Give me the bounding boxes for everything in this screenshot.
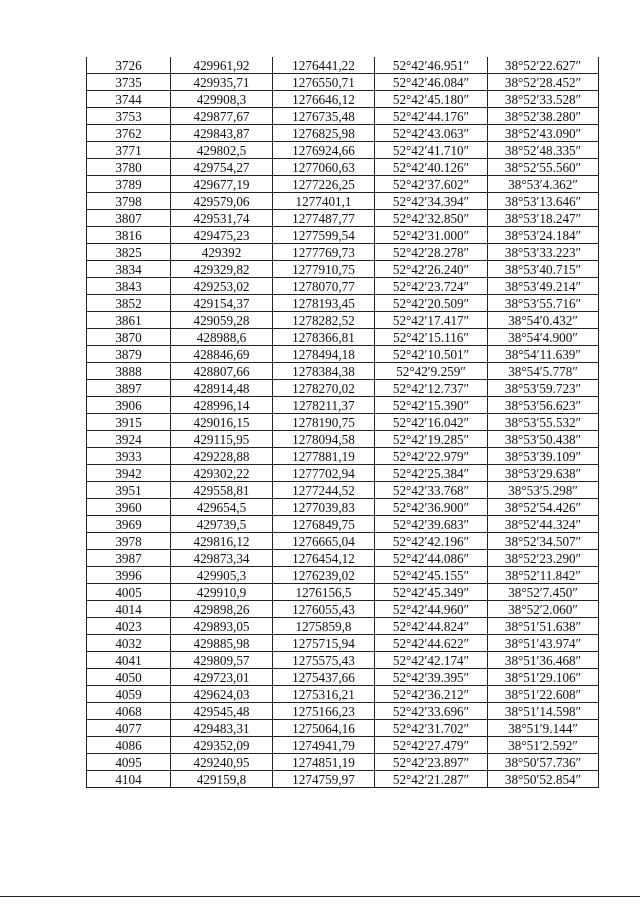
y-coordinate-cell: 1277039,83 — [273, 499, 375, 516]
y-coordinate-cell: 1278366,81 — [273, 329, 375, 346]
x-coordinate-cell: 429228,88 — [171, 448, 273, 465]
y-coordinate-cell: 1276735,48 — [273, 108, 375, 125]
longitude-cell: 38°54′5.778″ — [488, 363, 599, 380]
y-coordinate-cell: 1276849,75 — [273, 516, 375, 533]
longitude-cell: 38°51′51.638″ — [488, 618, 599, 635]
x-coordinate-cell: 428807,66 — [171, 363, 273, 380]
latitude-cell: 52°42′33.696″ — [375, 703, 488, 720]
x-coordinate-cell: 429159,8 — [171, 771, 273, 788]
latitude-cell: 52°42′39.395″ — [375, 669, 488, 686]
x-coordinate-cell: 429483,31 — [171, 720, 273, 737]
point-number-cell: 4050 — [87, 669, 171, 686]
longitude-cell: 38°53′56.623″ — [488, 397, 599, 414]
latitude-cell: 52°42′44.960″ — [375, 601, 488, 618]
x-coordinate-cell: 429624,03 — [171, 686, 273, 703]
longitude-cell: 38°53′5.298″ — [488, 482, 599, 499]
x-coordinate-cell: 429352,09 — [171, 737, 273, 754]
longitude-cell: 38°53′4.362″ — [488, 176, 599, 193]
point-number-cell: 3987 — [87, 550, 171, 567]
latitude-cell: 52°42′31.000″ — [375, 227, 488, 244]
y-coordinate-cell: 1278384,38 — [273, 363, 375, 380]
point-number-cell: 3933 — [87, 448, 171, 465]
table-row — [87, 346, 599, 363]
y-coordinate-cell: 1274941,79 — [273, 737, 375, 754]
longitude-cell: 38°53′33.223″ — [488, 244, 599, 261]
y-coordinate-cell: 1275064,16 — [273, 720, 375, 737]
bottom-rule — [0, 896, 640, 897]
longitude-cell: 38°52′7.450″ — [488, 584, 599, 601]
latitude-cell: 52°42′36.212″ — [375, 686, 488, 703]
latitude-cell: 52°42′36.900″ — [375, 499, 488, 516]
x-coordinate-cell: 428914,48 — [171, 380, 273, 397]
latitude-cell: 52°42′12.737″ — [375, 380, 488, 397]
point-number-cell: 3834 — [87, 261, 171, 278]
y-coordinate-cell: 1276055,43 — [273, 601, 375, 618]
table-row — [87, 703, 599, 720]
y-coordinate-cell: 1276454,12 — [273, 550, 375, 567]
latitude-cell: 52°42′19.285″ — [375, 431, 488, 448]
point-number-cell: 3789 — [87, 176, 171, 193]
table-row — [87, 210, 599, 227]
latitude-cell: 52°42′15.116″ — [375, 329, 488, 346]
y-coordinate-cell: 1278211,37 — [273, 397, 375, 414]
table-row — [87, 686, 599, 703]
x-coordinate-cell: 429302,22 — [171, 465, 273, 482]
longitude-cell: 38°50′57.736″ — [488, 754, 599, 771]
y-coordinate-cell: 1277599,54 — [273, 227, 375, 244]
table-row — [87, 397, 599, 414]
x-coordinate-cell: 429154,37 — [171, 295, 273, 312]
longitude-cell: 38°52′44.324″ — [488, 516, 599, 533]
table-row — [87, 550, 599, 567]
latitude-cell: 52°42′40.126″ — [375, 159, 488, 176]
x-coordinate-cell: 429531,74 — [171, 210, 273, 227]
latitude-cell: 52°42′42.196″ — [375, 533, 488, 550]
longitude-cell: 38°53′55.532″ — [488, 414, 599, 431]
latitude-cell: 52°42′16.042″ — [375, 414, 488, 431]
y-coordinate-cell: 1277060,63 — [273, 159, 375, 176]
table-row — [87, 499, 599, 516]
latitude-cell: 52°42′9.259″ — [375, 363, 488, 380]
point-number-cell: 3924 — [87, 431, 171, 448]
point-number-cell: 3996 — [87, 567, 171, 584]
longitude-cell: 38°51′22.608″ — [488, 686, 599, 703]
latitude-cell: 52°42′23.724″ — [375, 278, 488, 295]
latitude-cell: 52°42′22.979″ — [375, 448, 488, 465]
table-row — [87, 431, 599, 448]
longitude-cell: 38°53′55.716″ — [488, 295, 599, 312]
point-number-cell: 3888 — [87, 363, 171, 380]
table-row — [87, 74, 599, 91]
longitude-cell: 38°50′52.854″ — [488, 771, 599, 788]
point-number-cell: 3753 — [87, 108, 171, 125]
y-coordinate-cell: 1277487,77 — [273, 210, 375, 227]
x-coordinate-cell: 429908,3 — [171, 91, 273, 108]
x-coordinate-cell: 429873,34 — [171, 550, 273, 567]
x-coordinate-cell: 429935,71 — [171, 74, 273, 91]
x-coordinate-cell: 429754,27 — [171, 159, 273, 176]
table-row — [87, 363, 599, 380]
longitude-cell: 38°51′2.592″ — [488, 737, 599, 754]
longitude-cell: 38°53′49.214″ — [488, 278, 599, 295]
point-number-cell: 4041 — [87, 652, 171, 669]
y-coordinate-cell: 1276156,5 — [273, 584, 375, 601]
latitude-cell: 52°42′25.384″ — [375, 465, 488, 482]
point-number-cell: 3843 — [87, 278, 171, 295]
table-row — [87, 176, 599, 193]
point-number-cell: 3861 — [87, 312, 171, 329]
table-row — [87, 567, 599, 584]
x-coordinate-cell: 429723,01 — [171, 669, 273, 686]
table-row — [87, 57, 599, 74]
y-coordinate-cell: 1276441,22 — [273, 57, 375, 74]
y-coordinate-cell: 1278193,45 — [273, 295, 375, 312]
y-coordinate-cell: 1277244,52 — [273, 482, 375, 499]
point-number-cell: 3744 — [87, 91, 171, 108]
latitude-cell: 52°42′46.084″ — [375, 74, 488, 91]
longitude-cell: 38°52′28.452″ — [488, 74, 599, 91]
point-number-cell: 3915 — [87, 414, 171, 431]
table-row — [87, 618, 599, 635]
point-number-cell: 3978 — [87, 533, 171, 550]
y-coordinate-cell: 1278070,77 — [273, 278, 375, 295]
table-row — [87, 465, 599, 482]
y-coordinate-cell: 1275859,8 — [273, 618, 375, 635]
point-number-cell: 4104 — [87, 771, 171, 788]
latitude-cell: 52°42′42.174″ — [375, 652, 488, 669]
table-row — [87, 278, 599, 295]
table-row — [87, 635, 599, 652]
longitude-cell: 38°53′18.247″ — [488, 210, 599, 227]
x-coordinate-cell: 429802,5 — [171, 142, 273, 159]
y-coordinate-cell: 1275316,21 — [273, 686, 375, 703]
point-number-cell: 3771 — [87, 142, 171, 159]
point-number-cell: 3807 — [87, 210, 171, 227]
latitude-cell: 52°42′27.479″ — [375, 737, 488, 754]
point-number-cell: 3762 — [87, 125, 171, 142]
x-coordinate-cell: 428996,14 — [171, 397, 273, 414]
x-coordinate-cell: 429059,28 — [171, 312, 273, 329]
point-number-cell: 4086 — [87, 737, 171, 754]
longitude-cell: 38°52′43.090″ — [488, 125, 599, 142]
longitude-cell: 38°54′11.639″ — [488, 346, 599, 363]
point-number-cell: 3897 — [87, 380, 171, 397]
x-coordinate-cell: 429240,95 — [171, 754, 273, 771]
x-coordinate-cell: 428846,69 — [171, 346, 273, 363]
table-row — [87, 482, 599, 499]
x-coordinate-cell: 429905,3 — [171, 567, 273, 584]
longitude-cell: 38°51′14.598″ — [488, 703, 599, 720]
longitude-cell: 38°53′24.184″ — [488, 227, 599, 244]
longitude-cell: 38°53′50.438″ — [488, 431, 599, 448]
x-coordinate-cell: 429961,92 — [171, 57, 273, 74]
point-number-cell: 4014 — [87, 601, 171, 618]
latitude-cell: 52°42′44.824″ — [375, 618, 488, 635]
point-number-cell: 4059 — [87, 686, 171, 703]
table-row — [87, 244, 599, 261]
point-number-cell: 3879 — [87, 346, 171, 363]
latitude-cell: 52°42′28.278″ — [375, 244, 488, 261]
table-row — [87, 448, 599, 465]
point-number-cell: 3735 — [87, 74, 171, 91]
point-number-cell: 3942 — [87, 465, 171, 482]
latitude-cell: 52°42′26.240″ — [375, 261, 488, 278]
point-number-cell: 3906 — [87, 397, 171, 414]
x-coordinate-cell: 428988,6 — [171, 329, 273, 346]
y-coordinate-cell: 1278190,75 — [273, 414, 375, 431]
table-row — [87, 380, 599, 397]
latitude-cell: 52°42′21.287″ — [375, 771, 488, 788]
point-number-cell: 4005 — [87, 584, 171, 601]
longitude-cell: 38°53′13.646″ — [488, 193, 599, 210]
y-coordinate-cell: 1276550,71 — [273, 74, 375, 91]
latitude-cell: 52°42′37.602″ — [375, 176, 488, 193]
table-row — [87, 159, 599, 176]
latitude-cell: 52°42′45.180″ — [375, 91, 488, 108]
latitude-cell: 52°42′33.768″ — [375, 482, 488, 499]
point-number-cell: 3816 — [87, 227, 171, 244]
x-coordinate-cell: 429739,5 — [171, 516, 273, 533]
longitude-cell: 38°53′29.638″ — [488, 465, 599, 482]
table-row — [87, 142, 599, 159]
point-number-cell: 3870 — [87, 329, 171, 346]
x-coordinate-cell: 429392 — [171, 244, 273, 261]
longitude-cell: 38°52′22.627″ — [488, 57, 599, 74]
table-row — [87, 91, 599, 108]
latitude-cell: 52°42′43.063″ — [375, 125, 488, 142]
longitude-cell: 38°52′2.060″ — [488, 601, 599, 618]
x-coordinate-cell: 429475,23 — [171, 227, 273, 244]
x-coordinate-cell: 429898,26 — [171, 601, 273, 618]
latitude-cell: 52°42′45.155″ — [375, 567, 488, 584]
longitude-cell: 38°51′9.144″ — [488, 720, 599, 737]
point-number-cell: 3969 — [87, 516, 171, 533]
latitude-cell: 52°42′32.850″ — [375, 210, 488, 227]
x-coordinate-cell: 429816,12 — [171, 533, 273, 550]
point-number-cell: 4023 — [87, 618, 171, 635]
y-coordinate-cell: 1278094,58 — [273, 431, 375, 448]
longitude-cell: 38°54′4.900″ — [488, 329, 599, 346]
latitude-cell: 52°42′46.951″ — [375, 57, 488, 74]
x-coordinate-cell: 429016,15 — [171, 414, 273, 431]
y-coordinate-cell: 1275166,23 — [273, 703, 375, 720]
point-number-cell: 3951 — [87, 482, 171, 499]
y-coordinate-cell: 1276239,02 — [273, 567, 375, 584]
y-coordinate-cell: 1277769,73 — [273, 244, 375, 261]
y-coordinate-cell: 1277401,1 — [273, 193, 375, 210]
point-number-cell: 3960 — [87, 499, 171, 516]
point-number-cell: 3825 — [87, 244, 171, 261]
table-row — [87, 601, 599, 618]
table-row — [87, 312, 599, 329]
x-coordinate-cell: 429893,05 — [171, 618, 273, 635]
latitude-cell: 52°42′44.086″ — [375, 550, 488, 567]
x-coordinate-cell: 429809,57 — [171, 652, 273, 669]
x-coordinate-cell: 429843,87 — [171, 125, 273, 142]
longitude-cell: 38°51′36.468″ — [488, 652, 599, 669]
table-row — [87, 516, 599, 533]
longitude-cell: 38°53′40.715″ — [488, 261, 599, 278]
table-row — [87, 329, 599, 346]
x-coordinate-cell: 429579,06 — [171, 193, 273, 210]
latitude-cell: 52°42′17.417″ — [375, 312, 488, 329]
latitude-cell: 52°42′10.501″ — [375, 346, 488, 363]
point-number-cell: 4068 — [87, 703, 171, 720]
y-coordinate-cell: 1274851,19 — [273, 754, 375, 771]
y-coordinate-cell: 1277910,75 — [273, 261, 375, 278]
longitude-cell: 38°52′11.842″ — [488, 567, 599, 584]
longitude-cell: 38°52′54.426″ — [488, 499, 599, 516]
x-coordinate-cell: 429329,82 — [171, 261, 273, 278]
table-row — [87, 771, 599, 788]
table-row — [87, 193, 599, 210]
latitude-cell: 52°42′15.390″ — [375, 397, 488, 414]
y-coordinate-cell: 1277226,25 — [273, 176, 375, 193]
table-row — [87, 737, 599, 754]
table-row — [87, 584, 599, 601]
longitude-cell: 38°52′48.335″ — [488, 142, 599, 159]
table-row — [87, 295, 599, 312]
y-coordinate-cell: 1276825,98 — [273, 125, 375, 142]
y-coordinate-cell: 1275575,43 — [273, 652, 375, 669]
y-coordinate-cell: 1275715,94 — [273, 635, 375, 652]
x-coordinate-cell: 429545,48 — [171, 703, 273, 720]
table-row — [87, 108, 599, 125]
latitude-cell: 52°42′34.394″ — [375, 193, 488, 210]
latitude-cell: 52°42′41.710″ — [375, 142, 488, 159]
y-coordinate-cell: 1278282,52 — [273, 312, 375, 329]
table-row — [87, 533, 599, 550]
longitude-cell: 38°53′59.723″ — [488, 380, 599, 397]
latitude-cell: 52°42′44.622″ — [375, 635, 488, 652]
latitude-cell: 52°42′20.509″ — [375, 295, 488, 312]
longitude-cell: 38°52′55.560″ — [488, 159, 599, 176]
y-coordinate-cell: 1278270,02 — [273, 380, 375, 397]
x-coordinate-cell: 429115,95 — [171, 431, 273, 448]
longitude-cell: 38°52′23.290″ — [488, 550, 599, 567]
longitude-cell: 38°54′0.432″ — [488, 312, 599, 329]
y-coordinate-cell: 1275437,66 — [273, 669, 375, 686]
x-coordinate-cell: 429654,5 — [171, 499, 273, 516]
longitude-cell: 38°52′33.528″ — [488, 91, 599, 108]
latitude-cell: 52°42′31.702″ — [375, 720, 488, 737]
y-coordinate-cell: 1277702,94 — [273, 465, 375, 482]
longitude-cell: 38°52′34.507″ — [488, 533, 599, 550]
point-number-cell: 4077 — [87, 720, 171, 737]
y-coordinate-cell: 1277881,19 — [273, 448, 375, 465]
x-coordinate-cell: 429910,9 — [171, 584, 273, 601]
point-number-cell: 3780 — [87, 159, 171, 176]
point-number-cell: 3798 — [87, 193, 171, 210]
x-coordinate-cell: 429677,19 — [171, 176, 273, 193]
y-coordinate-cell: 1276924,66 — [273, 142, 375, 159]
longitude-cell: 38°53′39.109″ — [488, 448, 599, 465]
point-number-cell: 4095 — [87, 754, 171, 771]
point-number-cell: 4032 — [87, 635, 171, 652]
table-row — [87, 720, 599, 737]
x-coordinate-cell: 429253,02 — [171, 278, 273, 295]
latitude-cell: 52°42′44.176″ — [375, 108, 488, 125]
table-row — [87, 261, 599, 278]
x-coordinate-cell: 429877,67 — [171, 108, 273, 125]
coordinates-table-body — [87, 57, 599, 788]
longitude-cell: 38°52′38.280″ — [488, 108, 599, 125]
x-coordinate-cell: 429885,98 — [171, 635, 273, 652]
y-coordinate-cell: 1278494,18 — [273, 346, 375, 363]
latitude-cell: 52°42′23.897″ — [375, 754, 488, 771]
table-row — [87, 754, 599, 771]
table-row — [87, 669, 599, 686]
point-number-cell: 3852 — [87, 295, 171, 312]
table-row — [87, 414, 599, 431]
coordinates-table — [86, 57, 599, 788]
y-coordinate-cell: 1276646,12 — [273, 91, 375, 108]
x-coordinate-cell: 429558,81 — [171, 482, 273, 499]
table-row — [87, 227, 599, 244]
table-row — [87, 125, 599, 142]
longitude-cell: 38°51′43.974″ — [488, 635, 599, 652]
table-row — [87, 652, 599, 669]
latitude-cell: 52°42′45.349″ — [375, 584, 488, 601]
y-coordinate-cell: 1276665,04 — [273, 533, 375, 550]
y-coordinate-cell: 1274759,97 — [273, 771, 375, 788]
longitude-cell: 38°51′29.106″ — [488, 669, 599, 686]
latitude-cell: 52°42′39.683″ — [375, 516, 488, 533]
point-number-cell: 3726 — [87, 57, 171, 74]
